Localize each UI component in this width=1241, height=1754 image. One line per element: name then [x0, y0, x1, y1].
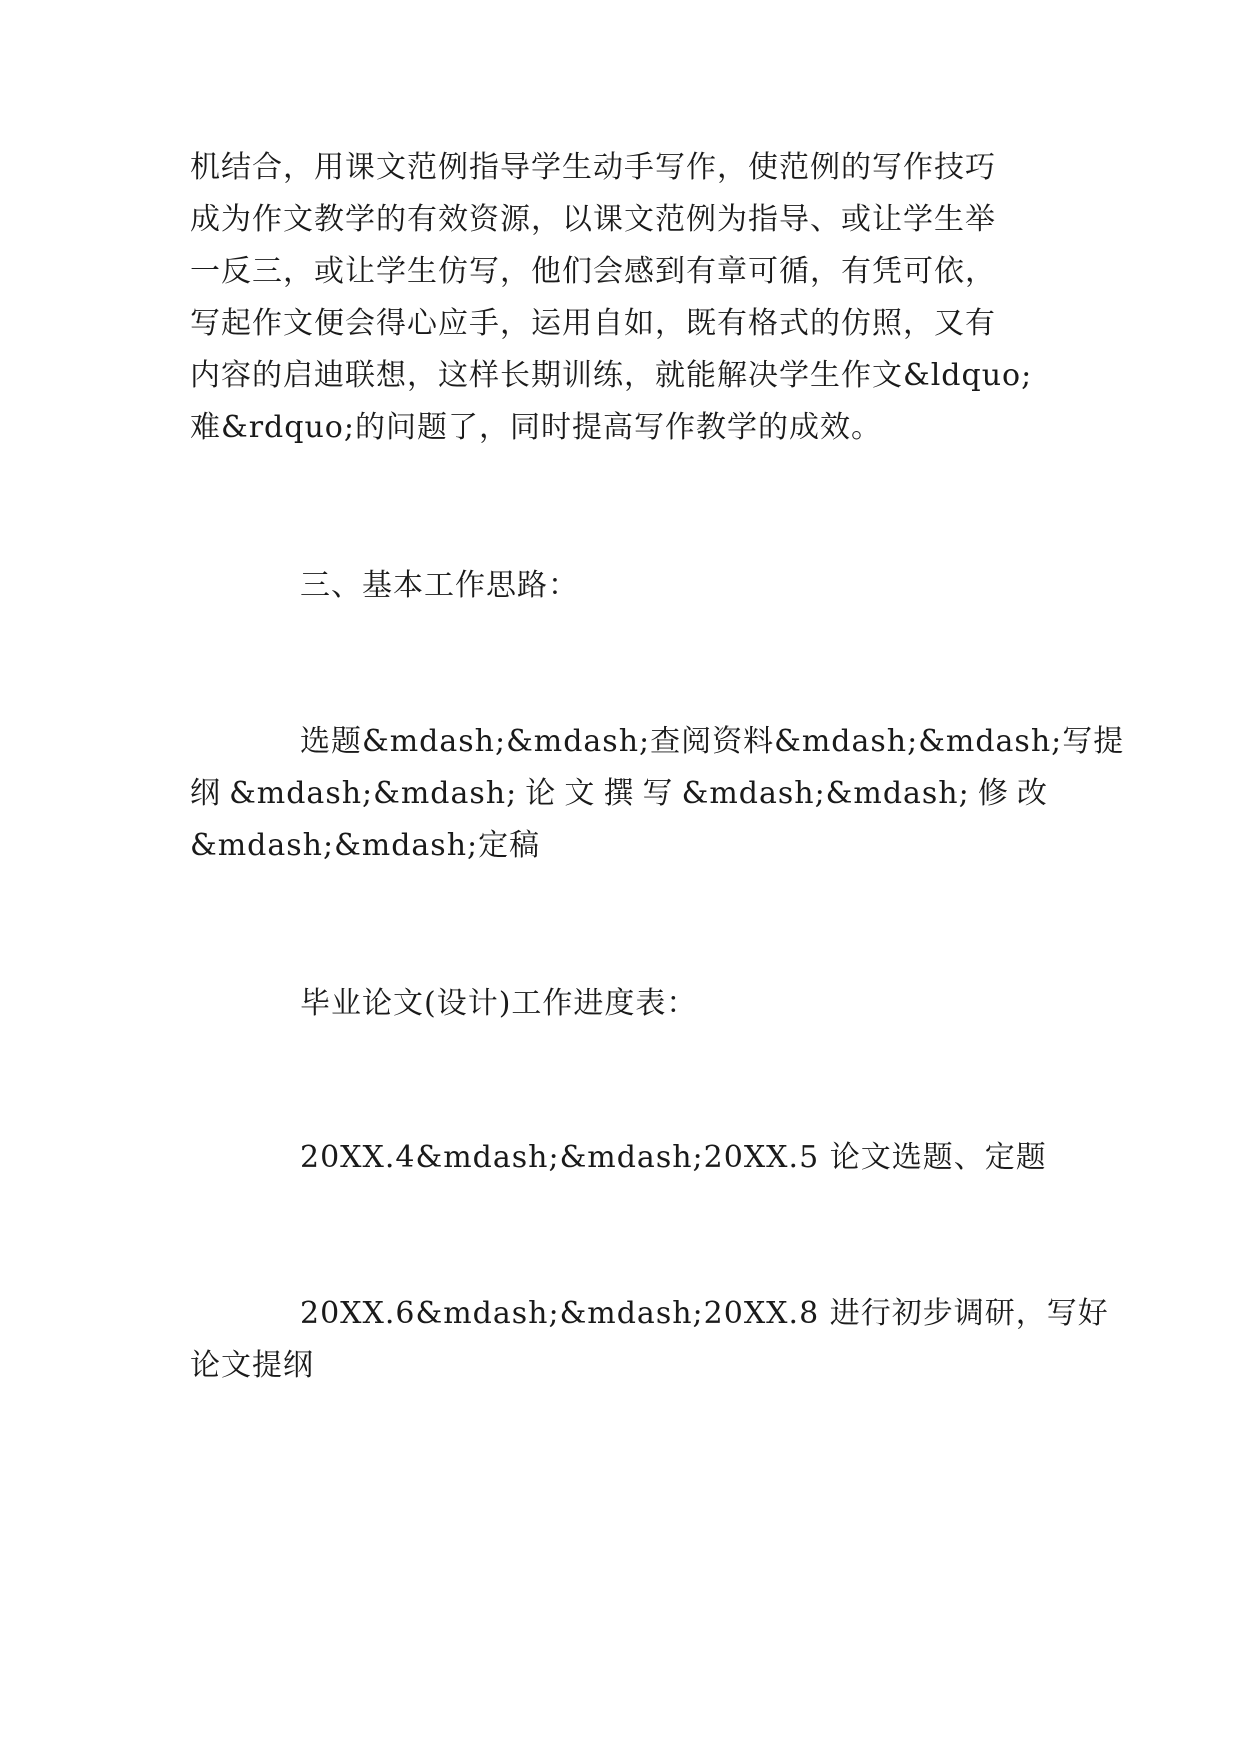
schedule-item-2-line-1: 20XX.6&mdash;&mdash;20XX.8 进行初步调研，写好: [300, 1296, 1109, 1331]
workflow-word: 改: [1016, 776, 1048, 811]
workflow-word: 修: [977, 776, 1009, 811]
workflow-word: 纲: [190, 776, 221, 811]
paragraph-line-6: 难&rdquo;的问题了，同时提高写作教学的成效。: [190, 410, 882, 445]
workflow-line-3: &mdash;&mdash;定稿: [190, 828, 541, 863]
schedule-title: 毕业论文(设计)工作进度表：: [300, 986, 698, 1021]
workflow-word: 文: [564, 776, 596, 811]
workflow-word: 写: [642, 776, 674, 811]
paragraph-line-3: 一反三，或让学生仿写，他们会感到有章可循，有凭可依，: [190, 254, 996, 289]
schedule-item-2-line-2: 论文提纲: [190, 1348, 314, 1383]
paragraph-line-4: 写起作文便会得心应手，运用自如，既有格式的仿照，又有: [190, 306, 996, 341]
workflow-line-1: 选题&mdash;&mdash;查阅资料&mdash;&mdash;写提: [300, 724, 1125, 759]
workflow-word: 论: [525, 776, 557, 811]
paragraph-line-5: 内容的启迪联想，这样长期训练，就能解决学生作文&ldquo;: [190, 358, 1033, 393]
workflow-word: &mdash;&mdash;: [681, 776, 970, 811]
paragraph-line-2: 成为作文教学的有效资源，以课文范例为指导、或让学生举: [190, 202, 996, 237]
workflow-word: 撰: [603, 776, 635, 811]
section-heading: 三、基本工作思路：: [300, 568, 579, 603]
workflow-word: &mdash;&mdash;: [229, 776, 518, 811]
workflow-line-2: [190, 774, 1048, 814]
schedule-item-1: 20XX.4&mdash;&mdash;20XX.5 论文选题、定题: [300, 1140, 1047, 1175]
paragraph-line-1: 机结合，用课文范例指导学生动手写作，使范例的写作技巧: [190, 150, 996, 185]
